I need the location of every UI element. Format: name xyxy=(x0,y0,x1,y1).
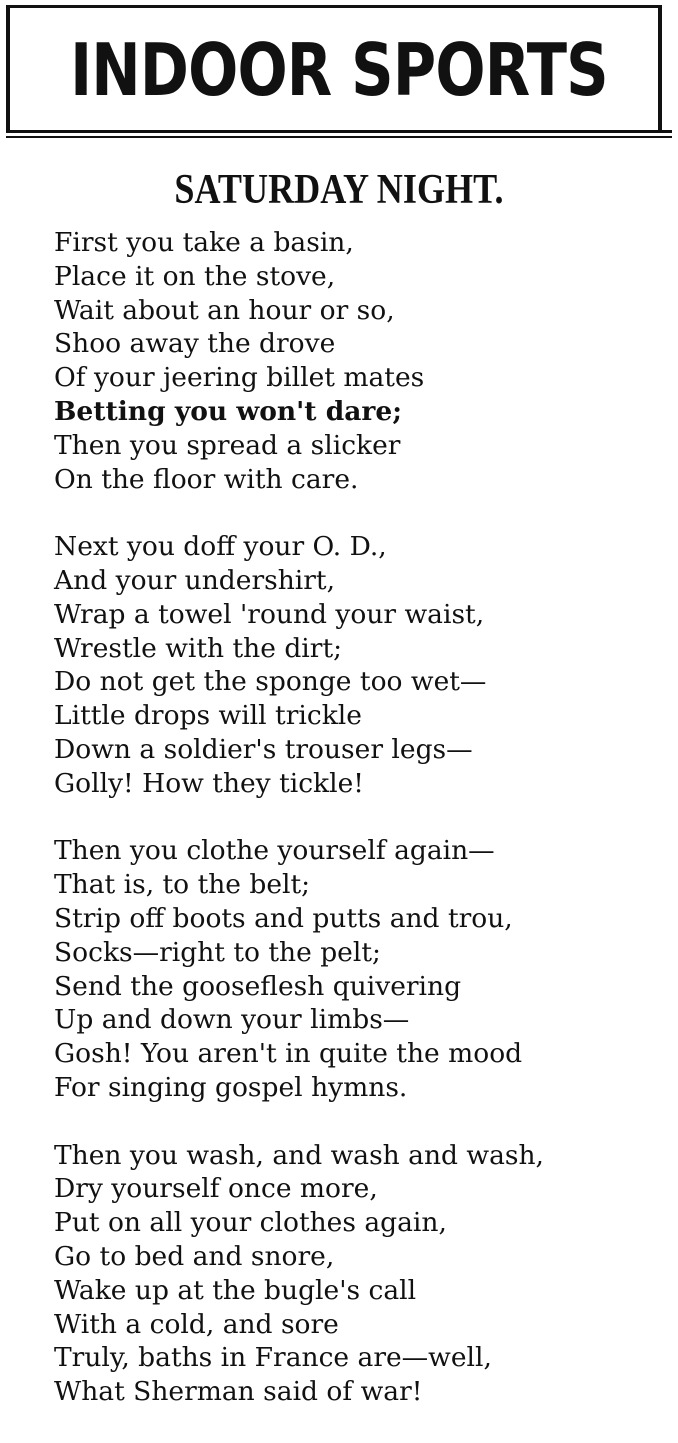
poem-line: With a cold, and sore xyxy=(54,1308,339,1340)
masthead-title: INDOOR SPORTS xyxy=(70,28,608,112)
poem-line: Next you doff your O. D., xyxy=(54,531,387,563)
poem-line: Do not get the sponge too wet— xyxy=(54,666,487,698)
poem-line: Down a soldier's trouser legs— xyxy=(54,733,473,765)
poem-line: Truly, baths in France are—well, xyxy=(54,1342,492,1374)
poem-line: Then you clothe yourself again— xyxy=(54,835,495,867)
poem-line: Send the gooseflesh quivering xyxy=(54,970,462,1002)
poem-line: Wait about an hour or so, xyxy=(54,294,395,326)
poem-line: Of your jeering billet mates xyxy=(54,362,425,394)
poem-line: Then you wash, and wash and wash, xyxy=(54,1139,544,1171)
poem-line: Up and down your limbs— xyxy=(54,1004,410,1036)
poem-line: Wrap a towel 'round your waist, xyxy=(54,598,485,630)
poem-line: Strip off boots and putts and trou, xyxy=(54,902,513,934)
poem-line: Wake up at the bugle's call xyxy=(54,1274,417,1306)
poem-line: That is, to the belt; xyxy=(54,869,311,901)
poem-line: Go to bed and snore, xyxy=(54,1240,335,1272)
poem-title: SATURDAY NIGHT. xyxy=(174,167,504,213)
poem-body xyxy=(54,226,674,1443)
poem-line: Put on all your clothes again, xyxy=(54,1207,447,1239)
poem-line: For singing gospel hymns. xyxy=(54,1071,408,1103)
poem-line: Wrestle with the dirt; xyxy=(54,632,343,664)
stanza-2 xyxy=(54,530,674,800)
poem-line: And your undershirt, xyxy=(54,564,336,596)
stanza-1 xyxy=(54,226,674,496)
stanza-3 xyxy=(54,834,674,1104)
poem-line: Shoo away the drove xyxy=(54,328,336,360)
poem-line: Gosh! You aren't in quite the mood xyxy=(54,1038,523,1070)
poem-line: First you take a basin, xyxy=(54,227,354,258)
poem-line: Little drops will trickle xyxy=(54,700,362,732)
poem-line: Socks—right to the pelt; xyxy=(54,936,381,968)
stanza-4 xyxy=(54,1139,674,1409)
poem-line: Dry yourself once more, xyxy=(54,1173,378,1205)
poem-line: What Sherman said of war! xyxy=(54,1376,423,1408)
masthead-rule xyxy=(6,130,672,138)
poem-line: Golly! How they tickle! xyxy=(54,767,364,799)
poem-line: On the floor with care. xyxy=(54,463,359,495)
poem-line: Then you spread a slicker xyxy=(54,429,401,461)
poem-line: Place it on the stove, xyxy=(54,260,336,292)
poem-line: Betting you won't dare; xyxy=(54,395,403,427)
